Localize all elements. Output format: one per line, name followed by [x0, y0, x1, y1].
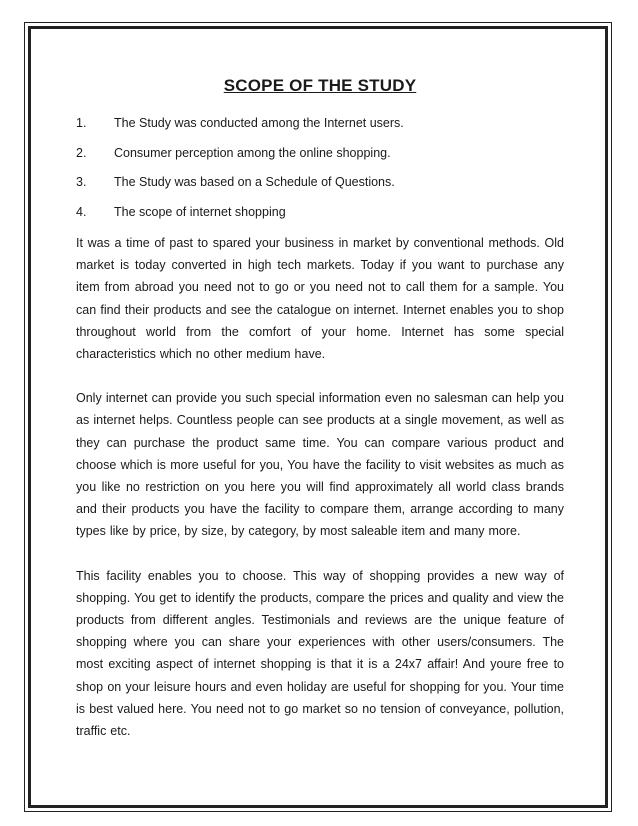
list-item-text: The Study was conducted among the Internet users. — [114, 116, 404, 130]
document-body — [76, 73, 564, 764]
paragraph-shopping-facility: This facility enables you to choose. This way of shopping provides a new way of shopping. You get to identify the products, compare the prices and quality and view the products from different angles. Testimonials and reviews are the unique feature of shopping where you can share your experiences with other users/consumers. The most exciting aspect of internet shopping is that it is a 24x7 affair! And youre free to shop on your leisure hours and even holiday are useful for shopping for you. Your time is best valued here. You need not to go market so no tension of conveyance, pollution, traffic etc. — [76, 568, 564, 739]
list-item-number: 3. — [76, 175, 87, 189]
paragraph-intro: It was a time of past to spared your business in market by conventional methods. Old market is today converted in high tech markets. Today if you want to purchase any item from abroad you need not to go or you need not to call them for a sample. You can find their products and see the catalogue on internet. Internet enables you to shop throughout world from the comfort of your home. Internet has some special characteristics which no other medium have. — [76, 236, 564, 362]
list-item-number: 2. — [76, 145, 87, 160]
list-item-text: The scope of internet shopping — [114, 204, 286, 219]
scope-list — [76, 113, 564, 231]
list-item — [76, 113, 564, 143]
list-item — [76, 172, 564, 202]
list-item-text: Consumer perception among the online shopping. — [114, 145, 391, 160]
list-item-text: The Study was based on a Schedule of Questions. — [114, 175, 395, 189]
paragraph-internet-info: Only internet can provide you such special information even no salesman can help you as internet helps. Countless people can see products at a single movement, as well as they can purchase the product same time. You can compare various product and choose which is more useful for you, You have the facility to visit websites as much as you like no restriction on you here you will find approximately all world class brands and their products you have the facility to compare them, arrange according to many types like by price, by size, by category, by most saleable item and many more. — [76, 391, 564, 539]
page-title: SCOPE OF THE STUDY — [223, 76, 417, 95]
list-item-number: 4. — [76, 204, 87, 219]
list-item-number: 1. — [76, 116, 87, 130]
list-item — [76, 143, 564, 173]
list-item — [76, 202, 564, 232]
